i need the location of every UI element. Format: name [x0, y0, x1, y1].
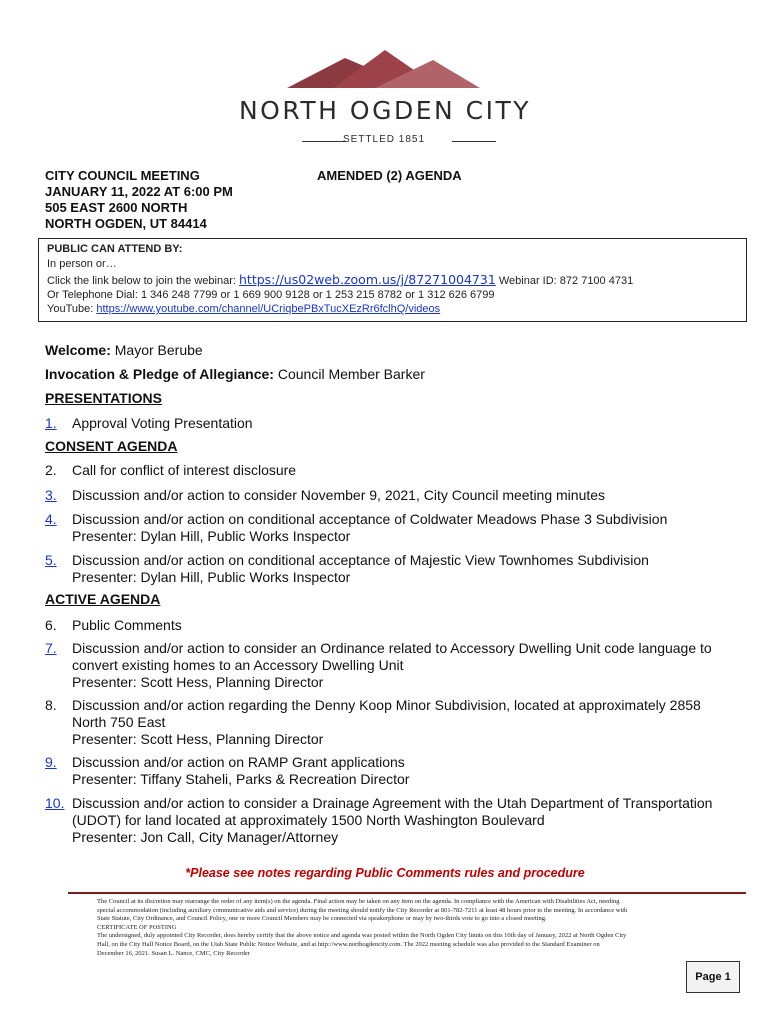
webinar-line	[47, 272, 633, 287]
agenda-title: AMENDED (2) AGENDA	[317, 168, 462, 183]
welcome-text: Mayor Berube	[114, 342, 203, 358]
item-line: (UDOT) for land located at approximately 1500 North Washington Boulevard	[72, 812, 545, 828]
webinar-id: Webinar ID: 872 7100 4731	[498, 275, 634, 287]
page-number-box	[686, 961, 740, 993]
agenda-item	[72, 415, 253, 432]
in-person-text: In person or…	[47, 258, 117, 270]
agenda-item	[72, 697, 701, 748]
agenda-item	[72, 462, 296, 479]
header-line: 505 EAST 2600 NORTH	[45, 200, 188, 215]
invocation-line	[45, 366, 425, 383]
item-presenter: Presenter: Scott Hess, Planning Director	[72, 731, 324, 747]
fine-line: The Council at its discretion may rearrange the order of any item(s) on the agenda. Final action may be taken on any item on the agenda. In compliance with the American with Disabilities Act, needing	[97, 898, 620, 905]
item-presenter: Presenter: Jon Call, City Manager/Attorney	[72, 829, 339, 845]
item-number: 2.	[45, 462, 57, 478]
page-number: Page 1	[695, 971, 731, 983]
item-number-link[interactable]: 4.	[45, 511, 57, 527]
public-attend-box	[38, 238, 747, 322]
fine-line: special accommodation (including auxiliary communicative aids and service) during the meeting should notify the City Recorder at 801-782-7211 at least 48 hours prior to the meeting. In accordance with	[97, 906, 628, 914]
fine-line: December 16, 2021. Susan L. Nance, CMC, City Recorder	[97, 949, 250, 957]
header-line: CITY COUNCIL MEETING	[45, 168, 200, 183]
public-comments-note: *Please see notes regarding Public Comments rules and procedure	[185, 866, 585, 880]
agenda-item	[72, 552, 649, 586]
item-line: Discussion and/or action on conditional acceptance of Coldwater Meadows Phase 3 Subdivision	[72, 511, 668, 527]
item-number: 6.	[45, 617, 57, 633]
fine-print	[97, 898, 675, 958]
item-line: Call for conflict of interest disclosure	[72, 462, 297, 478]
item-number-link[interactable]: 3.	[45, 487, 57, 503]
youtube-prefix: YouTube:	[47, 303, 94, 315]
item-number-link[interactable]: 5.	[45, 552, 57, 568]
header-line: NORTH OGDEN, UT 84414	[45, 216, 207, 231]
agenda-item	[72, 617, 182, 634]
item-number-link[interactable]: 10.	[45, 795, 65, 811]
youtube-line	[47, 303, 440, 315]
tagline: SETTLED 1851	[342, 134, 426, 145]
fine-line: The undersigned, duly appointed City Recorder, does hereby certify that the above notice and agenda was posted within the North Ogden City limits on this 10th day of January, 2022 at North Ogden City	[97, 932, 627, 940]
meeting-header	[45, 168, 233, 232]
agenda-item	[72, 487, 605, 504]
item-number-link[interactable]: 1.	[45, 415, 57, 431]
item-number-link[interactable]: 7.	[45, 640, 57, 656]
item-line: Discussion and/or action regarding the Denny Koop Minor Subdivision, located at approximately 2858	[72, 697, 701, 713]
item-number: 8.	[45, 697, 57, 713]
fine-line: CERTIFICATE OF POSTING	[97, 923, 177, 931]
item-line: Public Comments	[72, 617, 182, 633]
phone-line: Or Telephone Dial: 1 346 248 7799 or 1 669 900 9128 or 1 253 215 8782 or 1 312 626 6799	[47, 289, 495, 301]
footer-rule	[68, 892, 746, 894]
item-line: Discussion and/or action to consider a Drainage Agreement with the Utah Department of Transportation	[72, 795, 713, 811]
item-presenter: Presenter: Tiffany Staheli, Parks & Recreation Director	[72, 771, 410, 787]
item-number-link[interactable]: 9.	[45, 754, 57, 770]
section-consent: CONSENT AGENDA	[45, 438, 178, 454]
item-presenter: Presenter: Dylan Hill, Public Works Inspector	[72, 528, 351, 544]
fine-line: State Statute, City Ordinance, and Council Policy, one or more Council Members may be connected via speakerphone or may by two-thirds vote to go into a closed meeting.	[97, 915, 547, 923]
welcome-label: Welcome:	[45, 342, 111, 358]
youtube-link[interactable]: https://www.youtube.com/channel/UCriqbePBxTucXEzRr6fclhQ/videos	[96, 303, 441, 315]
tagline-rule-right	[452, 141, 496, 142]
agenda-item	[72, 795, 712, 846]
public-attend-title: PUBLIC CAN ATTEND BY:	[47, 243, 183, 255]
item-line: Discussion and/or action to consider November 9, 2021, City Council meeting minutes	[72, 487, 606, 503]
fine-line: Hall, on the City Hall Notice Board, on the Utah State Public Notice Website, and at http://www.northogdencity.com. The 2022 meeting schedule was also provided to the Standard Examiner on	[97, 940, 600, 948]
city-logo	[275, 45, 495, 93]
item-presenter: Presenter: Scott Hess, Planning Director	[72, 674, 324, 690]
item-presenter: Presenter: Dylan Hill, Public Works Inspector	[72, 569, 351, 585]
item-line: Discussion and/or action on conditional acceptance of Majestic View Townhomes Subdivision	[72, 552, 649, 568]
webinar-prefix: Click the link below to join the webinar:	[47, 275, 236, 287]
city-name: NORTH OGDEN CITY	[238, 96, 532, 125]
item-line: Discussion and/or action to consider an Ordinance related to Accessory Dwelling Unit code language to	[72, 640, 712, 656]
agenda-item	[72, 640, 712, 691]
item-line: Approval Voting Presentation	[72, 415, 253, 431]
item-line: North 750 East	[72, 714, 166, 730]
invocation-text: Council Member Barker	[277, 366, 425, 382]
welcome-line	[45, 342, 203, 359]
header-line: JANUARY 11, 2022 AT 6:00 PM	[45, 184, 233, 199]
zoom-link[interactable]: https://us02web.zoom.us/j/87271004731	[239, 272, 496, 287]
agenda-item	[72, 754, 409, 788]
agenda-item	[72, 511, 667, 545]
item-line: Discussion and/or action on RAMP Grant applications	[72, 754, 405, 770]
section-presentations: PRESENTATIONS	[45, 390, 162, 406]
section-active: ACTIVE AGENDA	[45, 591, 161, 607]
item-line: convert existing homes to an Accessory Dwelling Unit	[72, 657, 404, 673]
invocation-label: Invocation & Pledge of Allegiance:	[45, 366, 274, 382]
